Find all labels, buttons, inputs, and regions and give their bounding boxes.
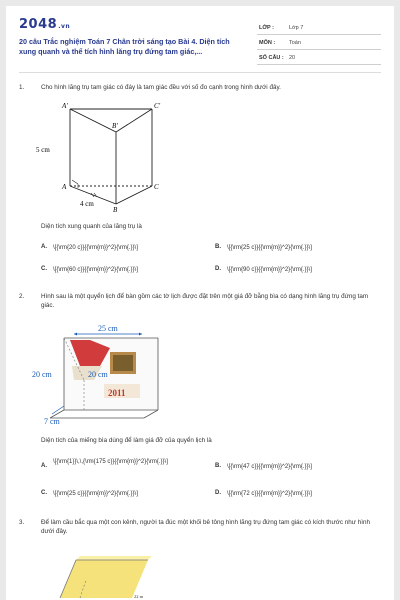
document-page: 2048.vn 20 câu Trắc nghiệm Toán 7 Chân trời sáng tạo Bài 4. Diện tích xung quanh và thể tích hình lăng trụ đứng tam giác,... LỚP : Lớp 7 MÔN : Toán SỐ CÂU : 20 1. Cho hình lăng trụ tam giác có đáy là tam giác đều với số đo cạnh trong hình dưới đây. A' B' C' A B C 5 cm 4 cm Diện tích xung quanh của lăng trụ là A. \[{\rm{20 c}}{{\rm{m}}^2}{\rm{.}}\] B. \[{\rm{25 c}}{{\rm{m}}^2}{\rm{.}}\] C. \[{\rm{60 c}}{{\rm{m}}^2}{\rm{.}}\] D. \[{\rm{90 c}}{{\rm{m}}^2}{\rm{.}}\] 2. Hình sau là một quyển lịch để bàn gồm các tờ lịch được đặt trên một giá đỡ bằng bìa có dạng hình lăng trụ đứng tam giác. 2011 25 cm 20 cm 20 cm 7 cm Diện tích của miếng bìa dùng để làm giá đỡ của quyển lịch là A. \[{\rm{1}}\,\,{\rm{175 c}}{{\rm{m}}^2}{\rm{.}}\] B. \[{\rm{47 c}}{{\rm{m}}^2}{\rm{.}}\] C. \[{\rm{25 c}}{{\rm{m}}^2}{\rm{.}}\] D. \[{\rm{72 c}}{{\rm{m}}^2}{\rm{.}}\] 3. Để làm cầu bắc qua một con kênh, người ta đúc một khối bê tông hình lăng trụ đứng tam giác có kích thước như hình dưới đây. 22 m xyxy=(6,6,394,600)
label-a: A xyxy=(62,183,67,191)
meta-subject: MÔN : Toán xyxy=(257,39,381,50)
label-side: 4 cm xyxy=(80,200,94,208)
calendar-figure xyxy=(30,318,170,426)
question-2 xyxy=(19,292,381,314)
question-number: 1. xyxy=(19,84,25,91)
label-b: B xyxy=(113,206,118,213)
header-divider xyxy=(19,72,381,73)
question-3 xyxy=(19,518,381,540)
block-label-length: 22 m xyxy=(134,594,144,599)
meta-question-count: SỐ CÂU : 20 xyxy=(257,54,381,65)
site-logo[interactable]: 2048.vn xyxy=(19,17,71,32)
document-header xyxy=(19,14,381,66)
concrete-block-figure xyxy=(56,554,156,600)
label-c-prime: C' xyxy=(154,102,161,110)
question-number: 3. xyxy=(19,519,25,526)
calendar-label-left: 20 cm xyxy=(32,370,52,379)
question-text: Hình sau là một quyển lịch để bàn gồm các tờ lịch được đặt trên một giá đỡ bằng bìa có dạng hình lăng trụ đứng tam giác. xyxy=(41,293,369,309)
meta-class: LỚP : Lớp 7 xyxy=(257,24,381,35)
calendar-label-top: 25 cm xyxy=(98,324,118,333)
question-1-prompt: Diện tích xung quanh của lăng trụ là xyxy=(41,223,142,230)
question-number: 2. xyxy=(19,293,25,300)
question-text: Để làm cầu bắc qua một con kênh, người ta đúc một khối bê tông hình lăng trụ đứng tam giác có kích thước như hình dưới đây. xyxy=(41,519,370,535)
question-text: Cho hình lăng trụ tam giác có đáy là tam giác đều với số đo cạnh trong hình dưới đây. xyxy=(41,84,281,91)
label-b-prime: B' xyxy=(112,122,118,130)
prism-figure xyxy=(32,98,172,213)
document-title: 20 câu Trắc nghiệm Toán 7 Chân trời sáng tạo Bài 4. Diện tích xung quanh và thể tích hình lăng trụ đứng tam giác,... xyxy=(19,37,230,56)
label-height: 5 cm xyxy=(36,146,50,154)
option-2a[interactable]: A. \[{\rm{1}}\,\,{\rm{175 c}}{{\rm{m}}^2}{\rm{.}}\] xyxy=(41,459,168,469)
question-2-prompt: Diện tích của miếng bìa dùng để làm giá đỡ của quyển lịch là xyxy=(41,437,212,444)
label-c: C xyxy=(154,183,159,191)
calendar-year: 2011 xyxy=(108,388,126,398)
calendar-label-inner: 20 cm xyxy=(88,370,108,379)
calendar-label-depth: 7 cm xyxy=(44,417,60,426)
label-a-prime: A' xyxy=(62,102,68,110)
